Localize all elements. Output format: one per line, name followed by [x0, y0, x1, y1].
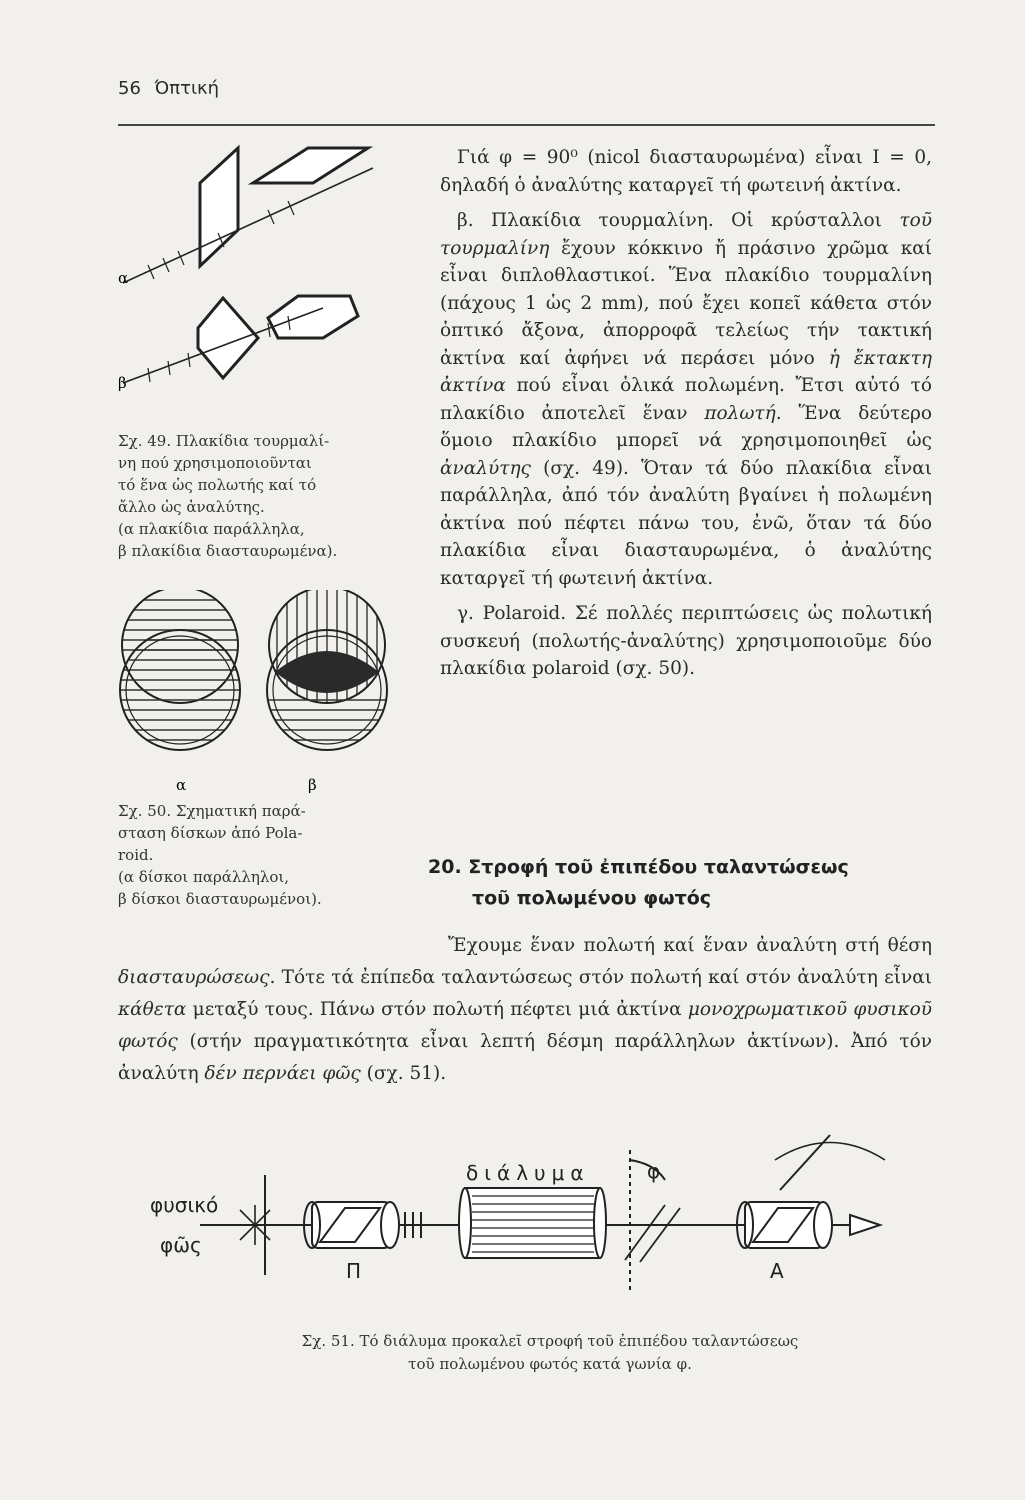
text-run: μεταξύ τους. Πάνω στόν πολωτή πέφτει μιά ἀκτίνα	[186, 999, 688, 1020]
italic-term: πολωτή	[704, 402, 776, 424]
text-run: (στήν πραγματικότητα εἶναι λεπτή δέσμη παράλληλων ἀκτίνων). Ἀπό τόν ἀναλύτη	[118, 1031, 932, 1084]
text-run: ἔχουν κόκκινο ἤ πράσινο χρῶμα καί εἶναι διπλοθλαστικοί. Ἕνα πλακίδιο τουρμαλίνη (πάχους 1 ὡς 2 mm), πού ἔχει κοπεῖ κάθετα στόν ὀπτικό ἄξονα, ἀπορροφᾶ τελείως τήν τακτική ἀκτίνα καί ἀφήνει νά περάσει μόνο	[440, 237, 932, 369]
italic-term: ἡ ἔκτακτη ἀκτίνα	[440, 347, 932, 396]
text-run: Οἱ κρύσταλλοι	[713, 210, 900, 231]
angle-scale	[775, 1143, 885, 1161]
caption-line: β πλακίδια διασταυρωμένα).	[118, 542, 338, 560]
figure-51-caption	[200, 1330, 900, 1376]
label-analyzer: A	[770, 1259, 784, 1283]
caption-line: Σχ. 50. Σχηματική παρά-	[118, 802, 306, 820]
text-run: . Τότε τά ἐπίπεδα ταλαντώσεως στόν πολωτή καί στόν ἀναλύτη εἶναι	[269, 967, 932, 988]
italic-term: κάθετα	[118, 999, 187, 1020]
label-polarizer: Π	[346, 1259, 362, 1283]
fig49-label-b: β	[118, 374, 127, 392]
paragraph-tourmaline	[440, 207, 932, 592]
figure-50-caption	[118, 800, 322, 910]
right-column-text	[440, 144, 932, 691]
caption-line: β δίσκοι διασταυρωμένοι).	[118, 890, 322, 908]
label-solution: διάλυμα	[466, 1161, 590, 1185]
figure-49-caption	[118, 430, 337, 562]
paragraph-nicol: Γιά φ = 90⁰ (nicol διασταυρωμένα) εἶναι I = 0, δηλαδή ὁ ἀναλύτης καταργεῖ τή φωτεινή ἀκτίνα.	[440, 147, 932, 196]
subsection-lead: β. Πλακίδια τουρμαλίνη.	[457, 210, 714, 231]
running-title: Όπτική	[154, 78, 220, 99]
page-header	[118, 78, 219, 99]
plate-a1	[200, 148, 238, 266]
fig50-label-b: β	[308, 776, 317, 794]
header-rule	[118, 124, 935, 126]
section-heading	[428, 852, 849, 914]
label-natural-light-2: φῶς	[160, 1233, 202, 1257]
text-run: . Ἕνα δεύτερο ὅμοιο πλακίδιο μπορεῖ νά χρησιμοποιηθεῖ ὡς	[440, 402, 933, 451]
caption-line: (α πλακίδια παράλληλα,	[118, 520, 305, 538]
label-natural-light-1: φυσικό	[150, 1193, 219, 1217]
fig49-label-a: α	[118, 269, 129, 287]
caption-line: τοῦ πολωμένου φωτός κατά γωνία φ.	[408, 1355, 692, 1373]
caption-line: (α δίσκοι παράλληλοι,	[118, 868, 290, 886]
italic-term: δέν περνάει φῶς	[204, 1063, 361, 1084]
label-angle: φ	[647, 1159, 661, 1183]
body-paragraph	[118, 930, 932, 1090]
figure-49-drawing	[118, 138, 388, 428]
section-heading-line: 20. Στροφή τοῦ ἐπιπέδου ταλαντώσεως	[428, 856, 849, 878]
figure-51-drawing	[150, 1120, 910, 1320]
caption-line: Σχ. 49. Πλακίδια τουρμαλί-	[118, 432, 330, 450]
italic-term: ἀναλύτης	[440, 457, 531, 479]
solution-tube	[465, 1188, 600, 1258]
caption-line: Σχ. 51. Τό διάλυμα προκαλεῖ στροφή τοῦ ἐπιπέδου ταλαντώσεως	[301, 1332, 799, 1350]
caption-line: νη πού χρησιμοποιοῦνται	[118, 454, 312, 472]
page-number: 56	[118, 78, 141, 99]
text-run: (σχ. 51).	[360, 1063, 447, 1084]
italic-term: διασταυρώσεως	[118, 967, 270, 988]
plate-b2	[268, 296, 358, 338]
text-run: πού εἶναι ὁλικά πολωμένη. Ἔτσι αὐτό τό πλακίδιο ἀποτελεῖ ἕναν	[440, 375, 932, 424]
section-heading-line: τοῦ πολωμένου φωτός	[472, 887, 712, 909]
paragraph-polaroid: γ. Polaroid. Σέ πολλές περιπτώσεις ὡς πολωτική συσκευή (πολωτής-ἀναλύτης) χρησιμοποιοῦμε δύο πλακίδια polaroid (σχ. 50).	[440, 603, 932, 679]
crossed-dark-region	[275, 651, 379, 693]
text-run: Ἔχουμε ἕναν πολωτή καί ἕναν ἀναλύτη στή θέση	[448, 935, 932, 956]
output-arrowhead	[850, 1215, 880, 1235]
caption-line: ἄλλο ὡς ἀναλύτης.	[118, 498, 265, 516]
fig50-label-a: α	[176, 776, 187, 794]
caption-line: σταση δίσκων ἀπό Pola-	[118, 824, 303, 842]
caption-line: roid.	[118, 846, 154, 864]
text-run: (σχ. 49). Ὅταν τά δύο πλακίδια εἶναι παράλληλα, ἀπό τόν ἀναλύτη βγαίνει ἡ πολωμένη ἀκτίνα πού πέφτει πάνω του, ἐνῶ, ὅταν τά δύο πλακίδια εἶναι διασταυρωμένα, ὁ ἀναλύτης καταργεῖ τή φωτεινή ἀκτίνα.	[440, 457, 932, 589]
italic-term: μονοχρωματικοῦ φυσικοῦ φωτός	[118, 999, 933, 1052]
caption-line: τό ἕνα ὡς πολωτής καί τό	[118, 476, 317, 494]
figure-50-drawing	[112, 590, 398, 800]
italic-term: τοῦ τουρμαλίνη	[440, 210, 933, 259]
plate-b1	[198, 298, 258, 378]
